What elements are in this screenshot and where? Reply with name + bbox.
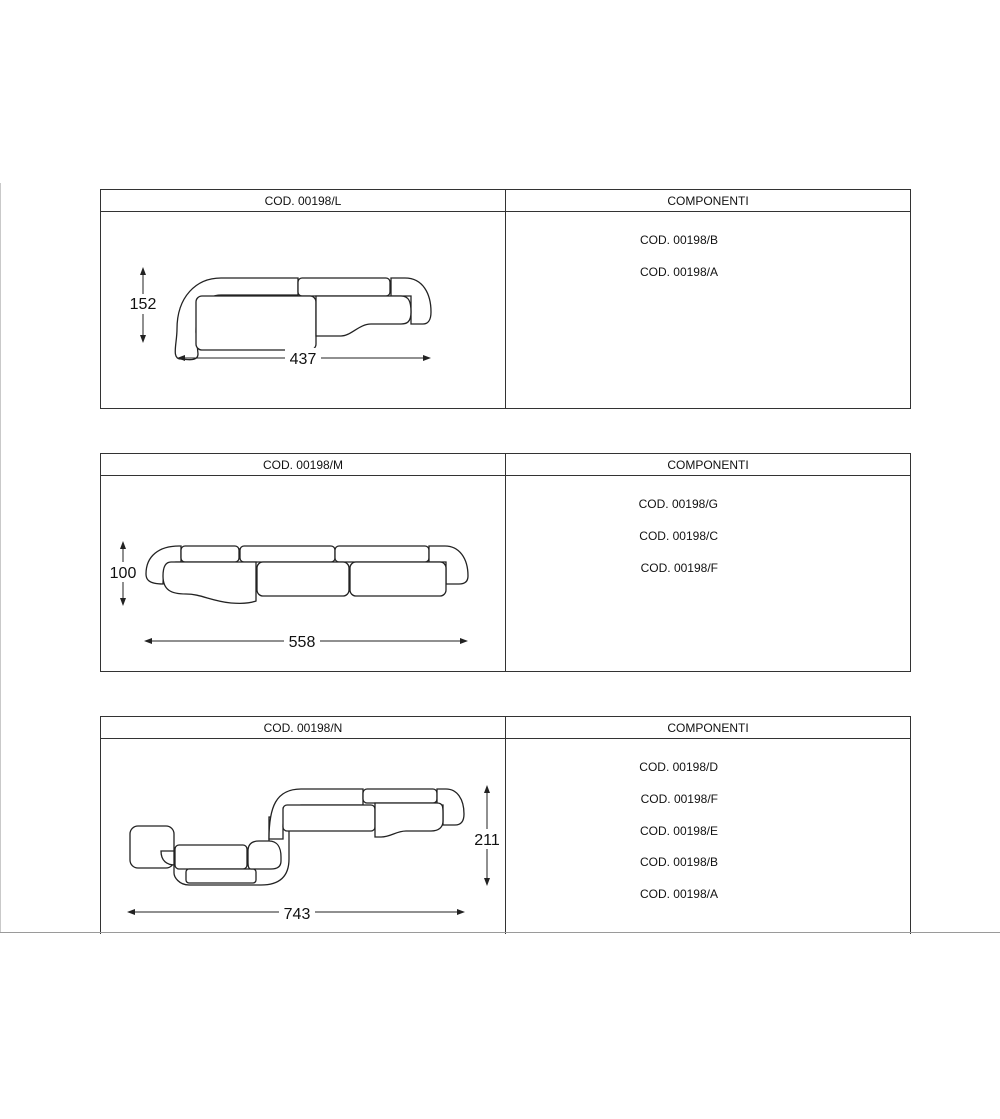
page-edge-line [0,183,1,933]
component-item: COD. 00198/D [639,760,718,774]
components-header: COMPONENTI [506,190,910,212]
depth-dimension [105,541,141,606]
depth-dimension [125,267,161,343]
sofa-table-m [100,453,911,672]
code-header: COD. 00198/L [101,190,506,212]
depth-label: 211 [474,832,500,849]
component-item: COD. 00198/E [639,824,718,838]
component-item: COD. 00198/G [638,497,718,511]
width-label: 437 [289,351,317,368]
depth-label: 100 [109,565,137,582]
component-item: COD. 00198/B [639,233,718,247]
sofa-table-l [100,189,911,409]
depth-dimension [469,785,505,886]
sofa-plan-n [130,789,464,885]
component-item: COD. 00198/F [640,792,718,806]
components-header: COMPONENTI [506,454,910,476]
component-item: COD. 00198/A [639,887,718,901]
depth-label: 152 [129,296,157,313]
page-bottom-rule [0,932,1000,933]
width-dimension [177,348,431,368]
width-label: 558 [288,634,316,651]
components-header: COMPONENTI [506,717,910,739]
sofa-plan-l [175,278,431,360]
sofa-table-n [100,716,911,934]
width-dimension [144,631,468,651]
width-dimension [127,902,465,923]
component-item: COD. 00198/A [639,265,718,279]
component-item: COD. 00198/C [639,529,718,543]
code-header: COD. 00198/M [101,454,506,476]
width-label: 743 [283,906,311,923]
component-item: COD. 00198/F [640,561,718,575]
component-item: COD. 00198/B [639,855,718,869]
sofa-plan-m [146,546,468,603]
code-header: COD. 00198/N [101,717,506,739]
